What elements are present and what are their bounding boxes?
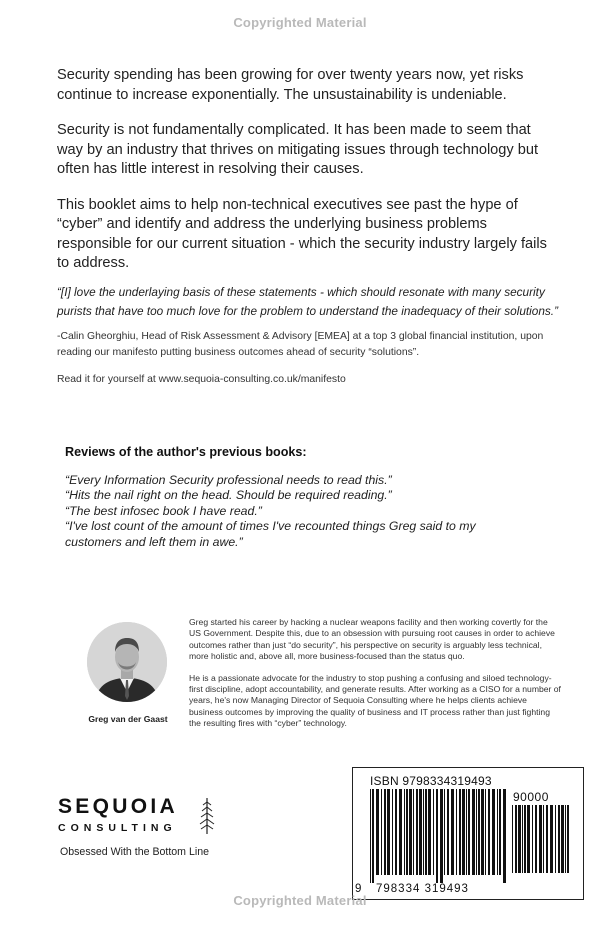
- intro-text: [57, 66, 547, 290]
- review-line: “The best infosec book I have read.”: [65, 503, 262, 518]
- isbn-lead-digit: 9: [355, 883, 362, 895]
- sequoia-logo: [58, 796, 218, 834]
- isbn-digits: 798334 319493: [376, 883, 469, 895]
- review-line: “Every Information Security professional needs to read this.”: [65, 473, 392, 487]
- sequoia-tree-icon: [197, 797, 217, 835]
- price-code: 90000: [513, 790, 549, 804]
- testimonial-attribution: -Calin Gheorghiu, Head of Risk Assessment & Advisory [EMEA] at a top 3 global financial institution, upon reading our manifesto putting business outcomes ahead of security “solutions”.: [57, 331, 544, 358]
- copyright-watermark-bottom: Copyrighted Material: [233, 893, 367, 908]
- barcode-bars: [370, 789, 506, 883]
- reviews-title: Reviews of the author's previous books:: [65, 445, 307, 459]
- bio-paragraph-2: He is a passionate advocate for the industry to stop pushing a confusing and siloed technology-first discipline, adopt accountability, and generate results. After working as a CISO for a number of years, he's now Managing Director of Sequoia Consulting where he helps clients achieve business outcomes by improving the quality of business and IT process rather than just fighting the resulting fires with “cyber” technology.: [189, 672, 561, 729]
- intro-paragraph-3: This booklet aims to help non-technical executives see past the hype of “cyber” and identify and address the underlying business problems responsible for our current situation - which the security industry largely fails to address.: [57, 196, 547, 271]
- review-line: customers and left them in awe.”: [65, 534, 243, 549]
- isbn-barcode: [352, 767, 584, 900]
- review-line: “Hits the nail right on the head. Should be required reading.”: [65, 488, 392, 503]
- logo-tagline: Obsessed With the Bottom Line: [60, 846, 209, 858]
- testimonial: [57, 283, 567, 388]
- author-photo: [87, 622, 167, 702]
- author-name: Greg van der Gaast: [88, 714, 168, 724]
- reviews-section: [65, 445, 535, 550]
- price-barcode-bars: [512, 805, 570, 881]
- logo-subtitle: CONSULTING: [58, 822, 177, 834]
- author-bio: [189, 617, 561, 740]
- isbn-label: ISBN 9798334319493: [370, 774, 492, 788]
- logo-name: SEQUOIA: [58, 795, 178, 818]
- testimonial-quote: “[I] love the underlaying basis of these statements - which should resonate with many security purists that have too much love for the problem to understand the inadequacy of their solutions.”: [57, 285, 559, 318]
- bio-paragraph-1: Greg started his career by hacking a nuclear weapons facility and then working covertly for the US Government. Despite this, due to an obsession with pursuing root causes in order to achieve outcomes rather than just “do security”, his perspective on security is arguably less technical, more holistic and, above all, more business-focused than the status quo.: [189, 617, 555, 662]
- intro-paragraph-2: Security is not fundamentally complicated. It has been made to seem that way by an industry that thrives on mitigating issues through technology but often has little interest in resolving their causes.: [57, 122, 539, 177]
- copyright-watermark-top: Copyrighted Material: [233, 15, 367, 30]
- intro-paragraph-1: Security spending has been growing for over twenty years now, yet risks continue to increase exponentially. The unsustainability is undeniable.: [57, 67, 524, 103]
- review-line: “I've lost count of the amount of times I've recounted things Greg said to my: [65, 519, 476, 534]
- manifesto-link: Read it for yourself at www.sequoia-consulting.co.uk/manifesto: [57, 374, 346, 385]
